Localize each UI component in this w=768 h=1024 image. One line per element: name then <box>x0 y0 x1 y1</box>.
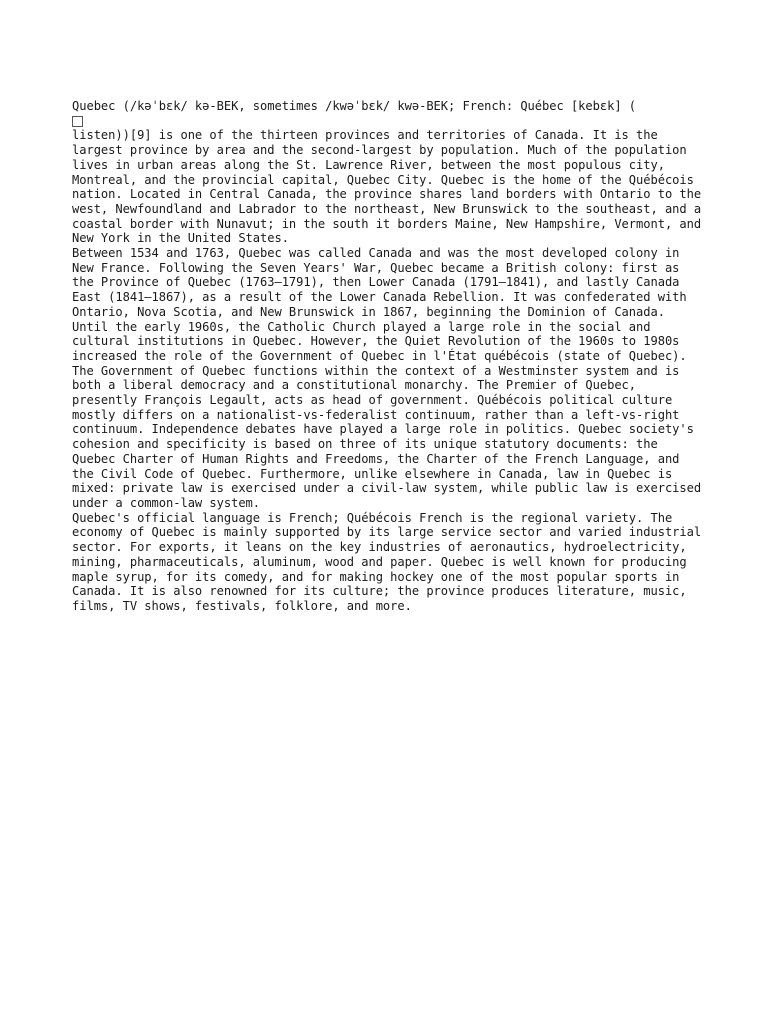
intro-paragraph <box>72 99 702 246</box>
document-body <box>72 99 702 614</box>
intro-text: listen))[9] is one of the thirteen provinces and territories of Canada. It is the largest province by area and the second-largest by population. Much of the population lives in urban areas along the St. Lawrence River, between the most populous city, Montreal, and the provincial capital, Quebec City. Quebec is the home of the Québécois nation. Located in Central Canada, the province shares land borders with Ontario to the west, Newfoundland and Labrador to the northeast, New Brunswick to the southeast, and a coastal border with Nunavut; in the south it borders Maine, New Hampshire, Vermont, and New York in the United States. <box>72 128 702 246</box>
economy-paragraph: Quebec's official language is French; Québécois French is the regional variety. The economy of Quebec is mainly supported by its large service sector and varied industrial sector. For exports, it leans on the key industries of aeronautics, hydroelectricity, mining, pharmaceuticals, aluminum, wood and paper. Quebec is well known for producing maple syrup, for its comedy, and for making hockey one of the most popular sports in Canada. It is also renowned for its culture; the province produces literature, music, films, TV shows, festivals, folklore, and more. <box>72 510 702 613</box>
history-paragraph: Between 1534 and 1763, Quebec was called Canada and was the most developed colony in New France. Following the Seven Years' War, Quebec became a British colony: first as the Province of Quebec (1763–1791), then Lower Canada (1791–1841), and lastly Canada East (1841–1867), as a result of the Lower Canada Rebellion. It was confederated with Ontario, Nova Scotia, and New Brunswick in 1867, beginning the Dominion of Canada. Until the early 1960s, the Catholic Church played a large role in the social and cultural institutions in Quebec. However, the Quiet Revolution of the 1960s to 1980s increased the role of the Government of Quebec in l'État québécois (state of Quebec). <box>72 246 687 363</box>
object-replacement-glyph <box>72 114 702 129</box>
intro-first-line: Quebec (/kəˈbɛk/ kə-BEK, sometimes /kwəˈbɛk/ kwə-BEK; French: Québec [kebɛk] ( <box>72 99 637 113</box>
government-paragraph: The Government of Quebec functions within the context of a Westminster system and is both a liberal democracy and a constitutional monarchy. The Premier of Quebec, presently François Legault, acts as head of government. Québécois political culture mostly differs on a nationalist-vs-federalist continuum, rather than a left-vs-right continuum. Independence debates have played a large role in politics. Quebec society's cohesion and specificity is based on three of its unique statutory documents: the Quebec Charter of Human Rights and Freedoms, the Charter of the French Language, and the Civil Code of Quebec. Furthermore, unlike elsewhere in Canada, law in Quebec is mixed: private law is exercised under a civil-law system, while public law is exercised under a common-law system. <box>72 363 702 510</box>
glyph-box-icon <box>72 116 83 127</box>
